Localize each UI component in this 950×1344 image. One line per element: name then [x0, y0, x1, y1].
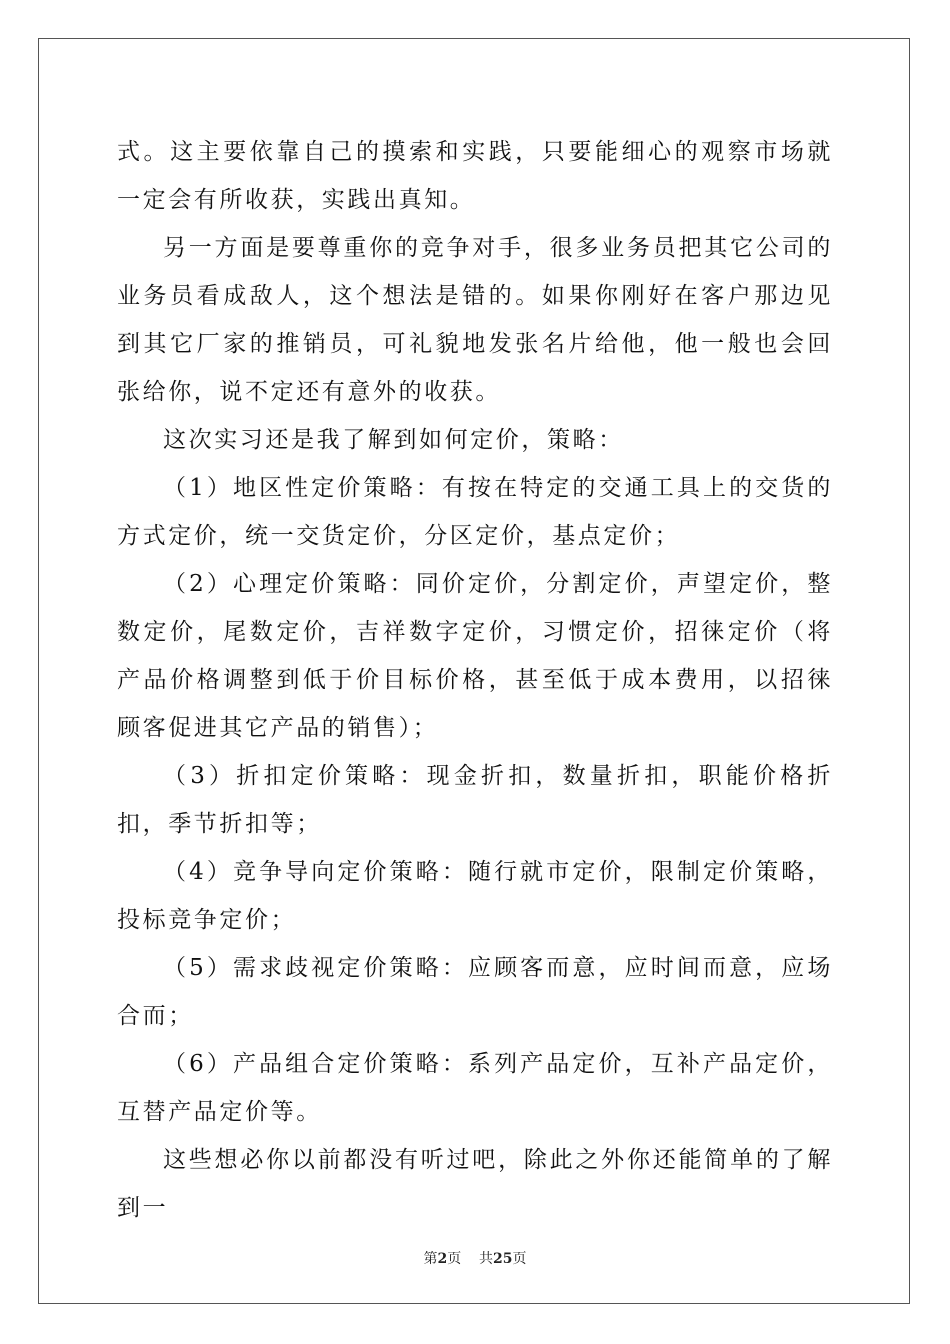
document-body — [117, 128, 833, 1232]
paragraph: （5）需求歧视定价策略：应顾客而意，应时间而意，应场合而； — [117, 955, 833, 1029]
paragraph: 这次实习还是我了解到如何定价，策略： — [163, 427, 624, 453]
page-footer — [0, 1248, 950, 1268]
paragraph: （1）地区性定价策略：有按在特定的交通工具上的交货的方式定价，统一交货定价，分区定价，基点定价； — [117, 475, 833, 549]
paragraph: 另一方面是要尊重你的竞争对手，很多业务员把其它公司的业务员看成敌人，这个想法是错的。如果你刚好在客户那边见到其它厂家的推销员，可礼貌地发张名片给他，他一般也会回张给你，说不定还有意外的收获。 — [117, 235, 833, 405]
paragraph: （2）心理定价策略：同价定价，分割定价，声望定价，整数定价，尾数定价，吉祥数字定价，习惯定价，招徕定价（将产品价格调整到低于价目标价格，甚至低于成本费用，以招徕顾客促进其它产品的销售）； — [117, 571, 833, 741]
paragraph: （4）竞争导向定价策略：随行就市定价，限制定价策略，投标竞争定价； — [117, 859, 833, 933]
total-pages: 25 — [493, 1251, 513, 1267]
total-suffix: 页 — [512, 1251, 527, 1267]
paragraph: 这些想必你以前都没有听过吧，除此之外你还能简单的了解到一 — [117, 1147, 833, 1221]
paragraph: （3）折扣定价策略：现金折扣，数量折扣，职能价格折扣，季节折扣等； — [117, 763, 833, 837]
paragraph: 式。这主要依靠自己的摸索和实践，只要能细心的观察市场就一定会有所收获，实践出真知。 — [117, 139, 833, 213]
total-prefix: 共 — [479, 1251, 494, 1267]
page-prefix: 第 — [423, 1251, 438, 1267]
page-suffix: 页 — [447, 1251, 462, 1267]
page-number: 2 — [437, 1251, 448, 1267]
paragraph: （6）产品组合定价策略：系列产品定价，互补产品定价，互替产品定价等。 — [117, 1051, 833, 1125]
